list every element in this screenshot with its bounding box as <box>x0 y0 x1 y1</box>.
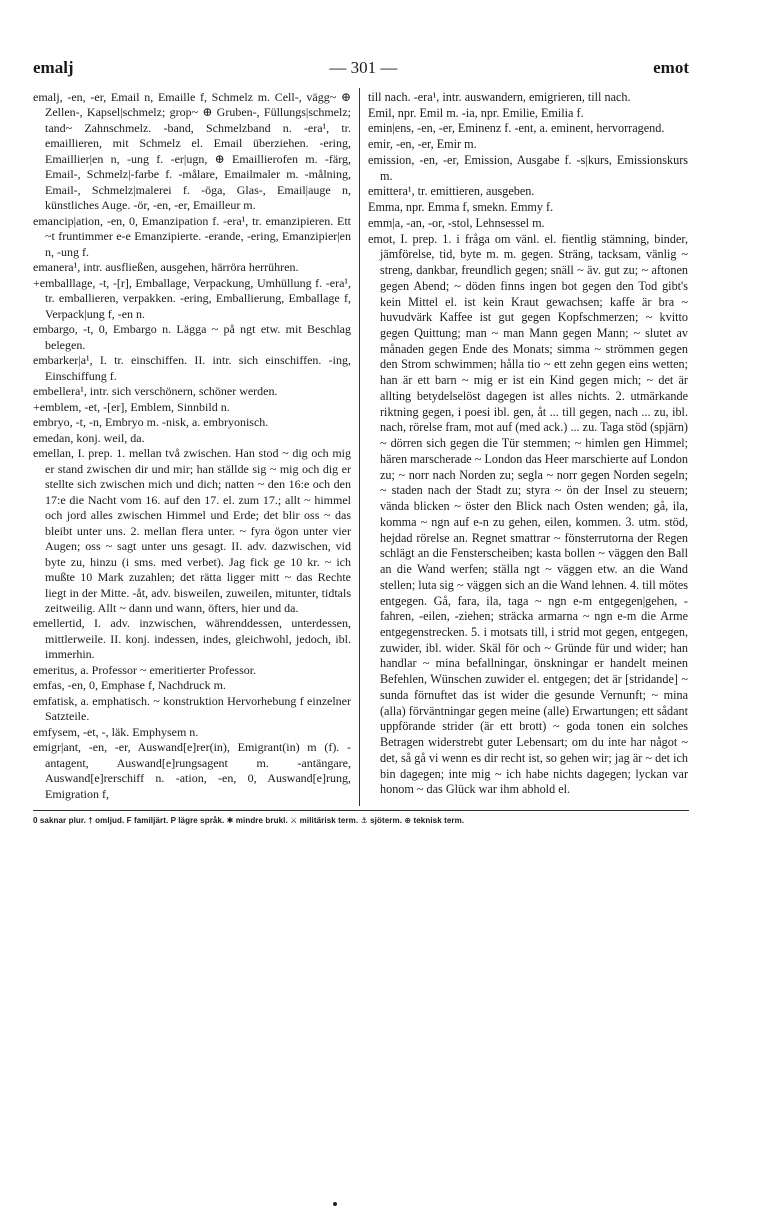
dictionary-entry: emission, -en, -er, Emission, Ausgabe f. -s|kurs, Emissionskurs m. <box>368 152 688 183</box>
dictionary-entry: emeritus, a. Professor ~ emeritierter Professor. <box>33 662 257 677</box>
dictionary-entry: emalj, -en, -er, Email n, Emaille f, Schmelz m. Cell-, vägg~ ⊕ Zellen-, Kapsel|schmelz; grop~ ⊕ Gruben-, Füllungs|schmelz; tand~ Zahnschmelz. -band, Schmelzband n. -era¹, tr. emaillieren, mit Schmelz el. Email überziehen. -ering, Emaillier|en n, -ung f. -er|ugn, ⊕ Emaillierofen m. -färg, Email-, Schmelz|-farbe f. -målare, Emailmaler m. -målning, Email-, Schmelz|malerei f. -öga, Glas-, Email|auge n, künstliches Auge. -ör, -en, -er, Emailleur m. <box>33 90 351 213</box>
dictionary-entry: emm|a, -an, -or, -stol, Lehnsessel m. <box>368 215 545 230</box>
footer-rule <box>33 810 689 811</box>
dictionary-entry: emin|ens, -en, -er, Eminenz f. -ent, a. eminent, hervorragend. <box>368 121 665 136</box>
dictionary-entry: embellera¹, intr. sich verschönern, schöner werden. <box>33 384 278 399</box>
left-column <box>33 90 351 808</box>
abbreviation-legend: 0 saknar plur. † omljud. F familjärt. P lägre språk. ✱ mindre brukl. ⚔ militärisk term. ⚓ sjöterm. ⊕ teknisk term. <box>33 816 465 825</box>
dictionary-entry: emellan, I. prep. 1. mellan två zwischen. Han stod ~ dig och mig er stand zwischen dir und mir; han ställde sig ~ mig och dig er stellte sich zwischen mich und dich; natten ~ den 16:e och den 17:e die Nacht vom 16. auf den 17. el. zum 17.; allt ~ himmel och jord alles zwischen Himmel und Erde; det blir oss ~ das bleibt unter uns. 2. mellan flera unter. ~ fyra ögon unter vier Augen; oss ~ sagt unter uns gesagt. II. adv. dazwischen, vid byte zu, hinzu (i sms. med verbet). Jag fick ge 10 kr. ~ ich mußte 10 Mark zuzahlen; det rätta ligger mitt ~ das Rechte liegt in der Mitte. -åt, adv. bisweilen, zuweilen, mitunter, tidtals zeitweilig. Allt ~ dann und wann, öfters, hier und da. <box>33 446 351 615</box>
dictionary-entry: emittera¹, tr. emittieren, ausgeben. <box>368 184 535 199</box>
header-right-guideword: emot <box>653 58 689 77</box>
dictionary-entry: emedan, konj. weil, da. <box>33 430 145 445</box>
dictionary-entry: emfysem, -et, -, läk. Emphysem n. <box>33 724 199 739</box>
dictionary-entry: +emblem, -et, -[er], Emblem, Sinnbild n. <box>33 399 230 414</box>
dictionary-entry: Emma, npr. Emma f, smekn. Emmy f. <box>368 200 554 215</box>
right-column <box>368 90 688 808</box>
page-number: — 301 — <box>329 58 398 77</box>
dictionary-entry: embarker|a¹, I. tr. einschiffen. II. intr. sich einschiffen. -ing, Einschiffung f. <box>33 353 351 383</box>
dictionary-entry: Emil, npr. Emil m. -ia, npr. Emilie, Emilia f. <box>368 105 584 120</box>
page-header <box>33 58 689 80</box>
dictionary-entry: emancip|ation, -en, 0, Emanzipation f. -era¹, tr. emanzipieren. Ett ~t fruntimmer e-e Emanzipierte. -erande, -ering, Emanzipier|en n, -ung f. <box>33 213 351 259</box>
dictionary-entry: emfatisk, a. emphatisch. ~ konstruktion Hervorhebung f einzelner Satzteile. <box>33 693 351 724</box>
dictionary-entry: emigr|ant, -en, -er, Auswand[e]rer(in), Emigrant(in) m (f). -antagent, Auswand[e]rungsagent m. -antängare, Auswand[e]rerschiff n. -ation, -en, 0, Auswand[e]rung, Emigration f, <box>33 740 351 801</box>
dictionary-entry: emfas, -en, 0, Emphase f, Nachdruck m. <box>33 678 226 693</box>
dictionary-entry: emellertid, I. adv. inzwischen, währenddessen, unterdessen, mittlerweile. II. konj. indessen, indes, gleichwohl, jedoch, ibl. immerhin. <box>33 616 351 662</box>
dictionary-entry: embryo, -t, -n, Embryo m. -nisk, a. embryonisch. <box>33 415 269 430</box>
column-divider <box>359 88 360 806</box>
dictionary-entry: emot, I. prep. 1. i fråga om vänl. el. fientlig stämning, binder, jämförelse, tid, byte m. m. gegen. Sträng, tacksam, vänlig ~ streng, dankbar, freundlich gegen; snäll ~ äv. gut zu; ~ aftonen gegen Abend; ~ döden finns ingen bot gegen den Tod gibt's kein Mittel el. ist kein Kraut gewachsen; kaffe är bra ~ huvudvärk Kaffee ist gut gegen Kopfschmerzen; ~ kvitto gegen Quittung; man ~ man Mann gegen Mann; ~ slutet av månaden gegen Ende des Monats; simma ~ strömmen gegen den Strom schwimmen; hålla tio ~ ett zehn gegen eins wetten; han är ett barn ~ mig er ist ein Kind gegen mich; ~ det är allting betydelselöst dagegen ist alles nichts. 2. utmärkande riktning gegen, i poesi ibl. gen, åt ... till gegen, nach ... zu, ibl. nach, rörelse fram, mot auf (med ack.) ... zu. Taga stöd (spjärn) ~ dörren sich gegen die Tür stemmen; ~ himlen gen Himmel; hären marscherade ~ London das Heer marschierte auf London zu; ~ norr nach Norden zu; segla ~ norr gegen Norden segeln; ~ staden nach der Stadt zu; styra ~ ön der Insel zu steuern; vända blicken ~ öster den Blick nach Osten wenden; gå, ila, komma ~ ngn auf e-n zu gehen, eilen, kommen. 3. utm. stöd, hejdad rörelse an. Regnet smattrar ~ fönsterrutorna der Regen schlägt an die Fensterscheiben; kasta bollen ~ väggen den Ball an die Wand werfen; ställa ngt ~ väggen etw. an die Wand stellen; luta sig ~ väggen sich an die Wand lehnen. 4. till mötes entgegen. Gå, fara, ila, taga ~ ngn e-m entgegen|gehen, -fahren, -eilen, -ziehen; sträcka armarna ~ ngn e-m die Arme entgegenstrecken. 5. i motsats till, i strid mot gegen, entgegen, zuwider, ibl. wider. Skäl för och ~ Gründe für und wider; han handlar ~ mina befallningar, önskningar er handelt meinen Befehlen, Wünschen zuwider el. entgegen; det är [stridande] ~ sunda förnuftet das ist wider die gesunde Vernunft; ~ mina (alla) förväntningar gegen meine (alle) Erwartungen; ett sådant uppförande strider (är ett brott) ~ goda tonen ein solches Betragen widerstrebt guter Lebensart; om du inte har något ~ det, så gå vi wenn es dir recht ist, so gehen wir; jag är ~ det ich bin dagegen; inte mig ~ ich habe nichts dagegen; lyckan var honom ~ das Glück war ihm abhold el. <box>368 231 688 797</box>
header-left-guideword: emalj <box>33 58 74 77</box>
dictionary-entry: embargo, -t, 0, Embargo n. Lägga ~ på ngt etw. mit Beschlag belegen. <box>33 322 351 352</box>
dictionary-entry: emir, -en, -er, Emir m. <box>368 137 477 152</box>
dictionary-entry: emanera¹, intr. ausfließen, ausgehen, härröra herrühren. <box>33 260 299 275</box>
dictionary-entry: +emballlage, -t, -[r], Emballage, Verpackung, Umhüllung f. -era¹, tr. emballieren, verpakken. -ering, Emballierung, Emballage f, Verpack|ung f, -en n. <box>33 275 351 321</box>
dictionary-entry: till nach. -era¹, intr. auswandern, emigrieren, till nach. <box>368 90 631 104</box>
page-mark-dot <box>333 1202 337 1206</box>
